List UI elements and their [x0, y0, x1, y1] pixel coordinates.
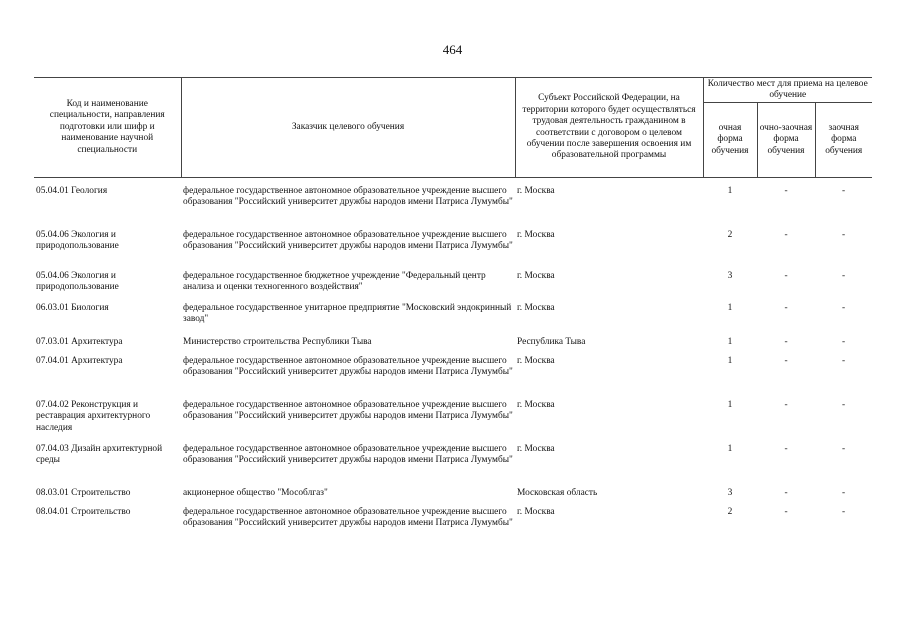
header-customer: Заказчик целевого обучения [181, 78, 515, 178]
table-row [34, 271, 872, 303]
cell-fulltime: 1 [727, 400, 733, 410]
table-row [34, 186, 872, 230]
cell-parttime: - [784, 444, 788, 454]
cell-distance: - [841, 488, 846, 498]
cell-parttime: - [784, 303, 788, 313]
cell-region: Московская область [517, 488, 598, 498]
table-row [34, 488, 872, 507]
cell-code: 08.03.01 Строительство [36, 488, 131, 498]
cell-fulltime: 1 [727, 303, 733, 313]
table-row [34, 337, 872, 356]
page-number: 464 [442, 42, 463, 57]
cell-customer: федеральное государственное автономное образовательное учреждение высшего образования "Российский университет дружбы народов имени Патриса Лумумбы" [183, 507, 513, 529]
cell-fulltime: 2 [727, 507, 733, 517]
cell-distance: - [841, 303, 846, 313]
cell-region: г. Москва [517, 303, 555, 313]
header-fulltime: очная форма обучения [703, 103, 757, 178]
cell-parttime: - [784, 507, 788, 517]
header-code: Код и наименование специальности, направления подготовки или шифр и наименование научной специальности [34, 78, 181, 178]
cell-code: 07.04.01 Архитектура [36, 356, 123, 366]
table-row [34, 356, 872, 400]
cell-parttime: - [784, 400, 788, 410]
cell-region: г. Москва [517, 507, 555, 517]
cell-customer: федеральное государственное автономное образовательное учреждение высшего образования "Российский университет дружбы народов имени Патриса Лумумбы" [183, 230, 513, 252]
cell-fulltime: 1 [727, 444, 733, 454]
cell-customer: федеральное государственное бюджетное учреждение "Федеральный центр анализа и оценки техногенного воздействия" [183, 271, 486, 293]
header-places: Количество мест для приема на целевое обучение [703, 78, 872, 103]
cell-customer: федеральное государственное автономное образовательное учреждение высшего образования "Российский университет дружбы народов имени Патриса Лумумбы" [183, 186, 513, 208]
cell-fulltime: 3 [727, 488, 733, 498]
cell-parttime: - [784, 271, 788, 281]
cell-code: 05.04.01 Геология [36, 186, 108, 196]
cell-customer: Министерство строительства Республики Тыва [183, 337, 372, 347]
table-row [34, 230, 872, 271]
table-row [34, 507, 872, 551]
table-body [34, 178, 872, 552]
cell-parttime: - [784, 337, 788, 347]
table-row [34, 444, 872, 488]
cell-distance: - [841, 356, 846, 366]
cell-customer: федеральное государственное автономное образовательное учреждение высшего образования "Российский университет дружбы народов имени Патриса Лумумбы" [183, 356, 513, 378]
cell-customer: федеральное государственное унитарное предприятие "Московский эндокринный завод" [183, 303, 512, 325]
cell-code: 08.04.01 Строительство [36, 507, 131, 517]
cell-distance: - [841, 230, 846, 240]
cell-parttime: - [784, 356, 788, 366]
cell-distance: - [841, 186, 846, 196]
cell-distance: - [841, 400, 846, 410]
cell-customer: акционерное общество "Мособлгаз" [183, 488, 328, 498]
header-distance: заочная форма обучения [815, 103, 872, 178]
cell-region: г. Москва [517, 230, 555, 240]
cell-parttime: - [784, 488, 788, 498]
cell-code: 06.03.01 Биология [36, 303, 109, 313]
cell-customer: федеральное государственное автономное образовательное учреждение высшего образования "Российский университет дружбы народов имени Патриса Лумумбы" [183, 400, 513, 422]
cell-parttime: - [784, 230, 788, 240]
cell-region: Республика Тыва [517, 337, 586, 347]
cell-code: 05.04.06 Экология и природопользование [36, 230, 119, 252]
cell-code: 07.04.03 Дизайн архитектурной среды [36, 444, 163, 466]
table-row [34, 400, 872, 444]
cell-fulltime: 1 [727, 186, 733, 196]
cell-distance: - [841, 271, 846, 281]
cell-fulltime: 2 [727, 230, 733, 240]
cell-region: г. Москва [517, 186, 555, 196]
cell-distance: - [841, 444, 846, 454]
cell-fulltime: 3 [727, 271, 733, 281]
header-region: Субъект Российской Федерации, на территории которого будет осуществляться трудовая деятельность гражданином в соответствии с договором о целевом обучении после завершения освоения им образовательной программы [515, 78, 703, 178]
cell-distance: - [841, 507, 846, 517]
cell-code: 05.04.06 Экология и природопользование [36, 271, 119, 293]
cell-region: г. Москва [517, 271, 555, 281]
cell-region: г. Москва [517, 444, 555, 454]
cell-customer: федеральное государственное автономное образовательное учреждение высшего образования "Российский университет дружбы народов имени Патриса Лумумбы" [183, 444, 513, 466]
cell-fulltime: 1 [727, 337, 733, 347]
cell-parttime: - [784, 186, 788, 196]
table-row [34, 303, 872, 337]
cell-code: 07.04.02 Реконструкция и реставрация архитектурного наследия [36, 400, 151, 433]
cell-region: г. Москва [517, 356, 555, 366]
cell-distance: - [841, 337, 846, 347]
header-parttime: очно-заочная форма обучения [757, 103, 815, 178]
cell-code: 07.03.01 Архитектура [36, 337, 123, 347]
cell-region: г. Москва [517, 400, 555, 410]
cell-fulltime: 1 [727, 356, 733, 366]
target-training-table [34, 77, 872, 551]
